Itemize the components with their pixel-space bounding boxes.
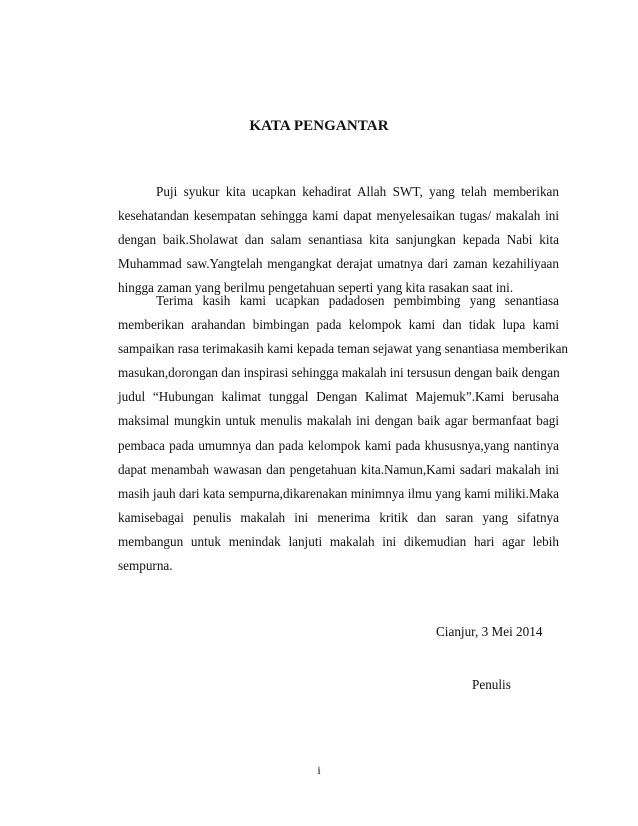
- paragraph-line: dapat menambah wawasan dan pengetahuan kita.Namun,Kami sadari makalah ini: [118, 461, 559, 477]
- paragraph-line: Puji syukur kita ucapkan kehadirat Allah SWT, yang telah memberikan: [156, 184, 559, 199]
- paragraph-2: [118, 289, 569, 578]
- paragraph-line: Muhammad saw.Yangtelah mengangkat derajat umatnya dari zaman kezahiliyaan: [118, 256, 559, 272]
- paragraph-line: dengan baik.Sholawat dan salam senantiasa kita sanjungkan kepada Nabi kita: [118, 232, 559, 248]
- paragraph-line: membangun untuk menindak lanjuti makalah ini dikemudian hari agar lebih: [118, 533, 559, 549]
- paragraph-line: masukan,dorongan dan inspirasi sehingga makalah ini tersusun dengan baik dengan: [118, 365, 560, 381]
- place-date: Cianjur, 3 Mei 2014: [436, 624, 543, 639]
- paragraph-line: Terima kasih kami ucapkan padadosen pembimbing yang senantiasa: [156, 293, 559, 308]
- paragraph-line: sempurna.: [118, 558, 173, 574]
- page-number: i: [317, 763, 321, 777]
- paragraph-line: masih jauh dari kata sempurna,dikarenakan minimnya ilmu yang kami miliki.Maka: [118, 485, 559, 501]
- paragraph-line: hingga zaman yang berilmu pengetahuan seperti yang kita rasakan saat ini.: [118, 280, 514, 296]
- paragraph-line: judul “Hubungan kalimat tunggal Dengan Kalimat Majemuk”.Kami berusaha: [118, 389, 559, 405]
- paragraph-line: memberikan arahandan bimbingan pada kelompok kami dan tidak lupa kami: [118, 317, 559, 333]
- page-title: KATA PENGANTAR: [249, 118, 389, 134]
- paragraph-line: sampaikan rasa terimakasih kami kepada teman sejawat yang senantiasa memberikan: [118, 341, 569, 357]
- paragraph-line: kesehatandan kesempatan sehingga kami dapat menyelesaikan tugas/ makalah ini: [118, 208, 559, 224]
- author-signature-label: Penulis: [472, 677, 511, 692]
- paragraph-line: kamisebagai penulis makalah ini menerima kritik dan saran yang sifatnya: [118, 509, 559, 525]
- paragraph-1: [118, 180, 559, 300]
- paragraph-line: maksimal mungkin untuk menulis makalah ini dengan baik agar bermanfaat bagi: [118, 413, 559, 429]
- paragraph-line: pembaca pada umumnya dan pada kelompok kami pada khususnya,yang nantinya: [118, 437, 559, 453]
